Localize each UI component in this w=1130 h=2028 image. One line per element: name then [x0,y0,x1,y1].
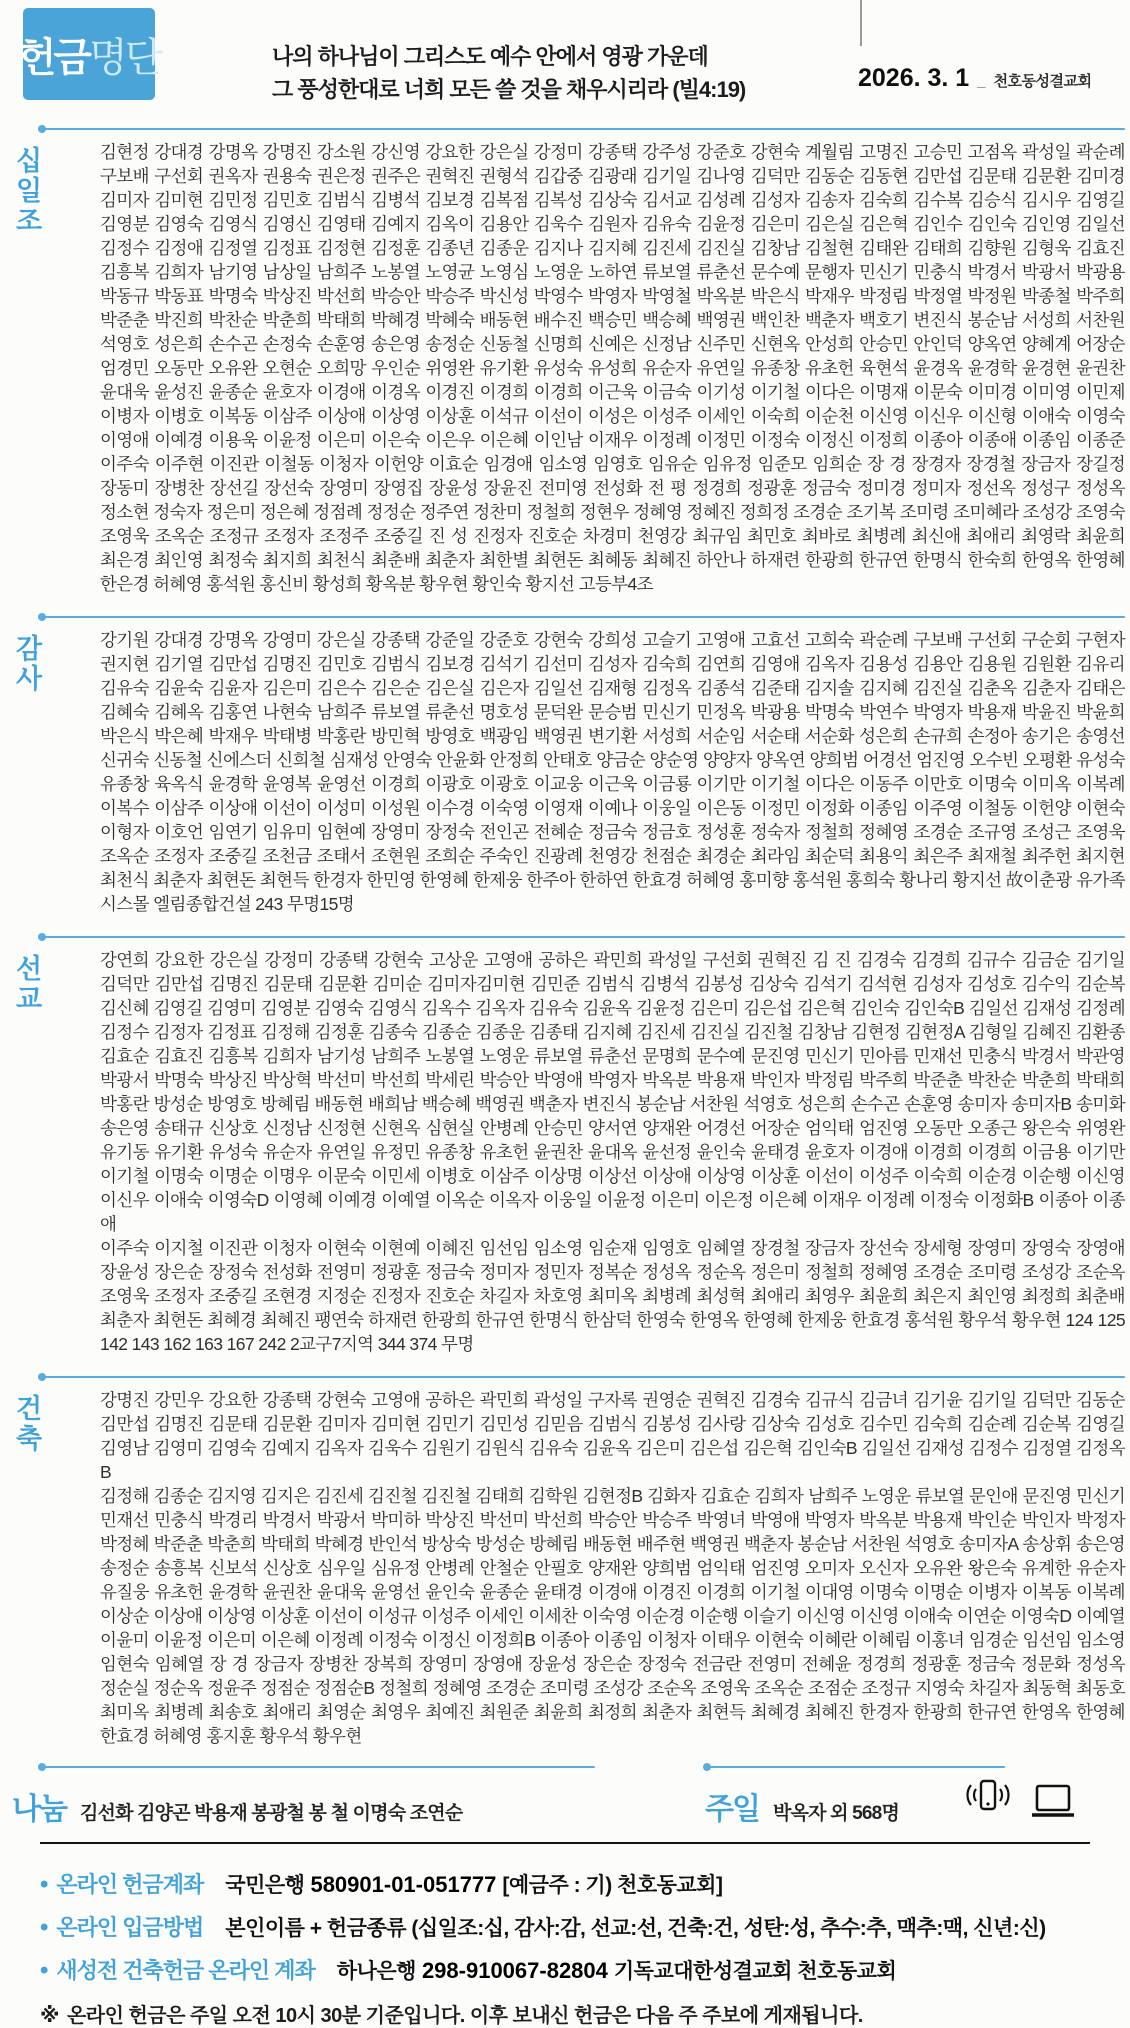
name-line: 최천식 최춘자 최현돈 최현득 한경자 한민영 한영혜 한제웅 한주아 한하연 한효경 허혜영 홍미향 홍석원 홍희숙 황나리 황지선 故이춘광 유가족 [100,870,1125,890]
notice-text: 온라인 헌금은 주일 오전 10시 30분 기준입니다. 이후 보내신 헌금은 다음 주 주보에 게재됩니다. [66,2005,863,2027]
section-rule [40,936,1125,938]
name-line: 김현정 강대경 강명옥 강명진 강소원 강신영 강요한 강은실 강정미 강종택 강주성 강준호 강현숙 계월림 고명진 고승민 고점옥 곽성일 곽순례 [100,142,1125,162]
section-label-tithe: 십 일 조 [16,146,42,236]
phone-icon [966,1774,1010,1827]
name-line: 이병자 이병호 이복동 이삼주 이상애 이상영 이상훈 이석규 이선이 이성은 이성주 이세인 이숙희 이순천 이신영 이신우 이신형 이애숙 이영숙 [100,406,1125,426]
name-line: 송정순 송흥복 신보석 신상호 심우일 심유정 안병례 안철순 안필호 양재완 양희범 엄익태 엄진영 오미자 오신자 오유완 왕은숙 유계한 유순자 [100,1558,1125,1578]
name-line: 유질웅 유초헌 윤경학 윤권찬 윤대욱 윤영선 윤인숙 윤종순 윤태경 이경애 이경진 이경희 이기철 이대영 이명숙 이명순 이병자 이복동 이복례 [100,1582,1125,1602]
date-separator: _ [977,73,986,90]
name-line: 한은경 허혜영 홍석원 홍신비 황성희 황옥분 황우현 황인숙 황지선 고등부4조 [100,574,653,594]
section-building [0,1364,1130,1748]
name-line: 시스몰 엘림종합건설 243 무명15명 [100,894,355,914]
verse-line-1: 나의 하나님이 그리스도 예수 안에서 영광 가운데 [272,44,708,69]
name-line: 박준춘 박진희 박찬순 박춘희 박태희 박혜경 박혜숙 배동현 배수진 백승민 백승혜 백영권 백인찬 백춘자 백호기 변진식 봉순남 서성희 서찬원 [100,310,1125,330]
account-holder: [예금주 : 기) 천호동교회] [502,1874,723,1897]
name-line: 이주숙 이주현 이진관 이철동 이청자 이헌양 이효순 임경애 임소영 임영호 임유순 임유정 임준모 임희순 장 경 장경자 장경철 장금자 장길정 [100,454,1125,474]
name-line: 조옥순 조정자 조중길 조천금 조태서 조현원 조희순 주숙인 진광례 천영강 천점순 최경순 최라임 최순덕 최용익 최은주 최재철 최주헌 최지현 [100,846,1125,866]
name-line: 김효순 김효진 김흥복 김희자 남기성 남희주 노봉열 노영운 류보열 류춘선 문명희 문수예 문진영 민신기 민아름 민재선 민충식 박경서 박관영 [100,1046,1125,1066]
verse-line-2: 그 풍성한대로 너희 모든 쓸 것을 채우시리라 (빌4:19) [272,77,746,102]
header-divider-line [860,0,862,46]
nanum-rule [40,1766,595,1768]
footer-row-account [40,1868,1090,1899]
device-icons [966,1774,1078,1827]
logo-text-secondary: 명단 [89,35,161,80]
bulletin-logo [17,8,161,100]
section-names [100,132,1125,596]
building-account-label: 새성전 건축헌금 온라인 계좌 [56,1958,315,1983]
name-line: 김영분 김영숙 김영식 김영신 김영태 김예지 김옥이 김용안 김욱수 김원자 김유숙 김윤정 김은미 김은실 김은혁 김인수 김인숙 김인영 김일선 [100,214,1125,234]
bank-name: 하나은행 [336,1960,416,1983]
juil-names: 박옥자 외 568명 [772,1803,899,1824]
name-line: 이형자 이호언 임연기 임유미 임현예 장영미 장정숙 전인곤 전혜순 정금숙 정금호 정성훈 정숙자 정철희 정혜영 조경순 조규영 조성근 조영욱 [100,822,1125,842]
name-line: 김혜숙 김혜옥 김홍연 나현숙 남희주 류보열 류춘선 명호성 문덕완 문승범 민신기 민정옥 박광용 박명숙 박연수 박영자 박용재 박윤진 박윤희 [100,702,1125,722]
name-line: 강명진 강민우 강요한 강종택 강현숙 고영애 공하은 곽민희 곽성일 구자록 권영순 권혁진 김경숙 김규식 김금녀 김기윤 김기일 김덕만 김동순 [100,1390,1125,1410]
bullet-icon: • [40,1871,49,1898]
name-line: 강연희 강요한 강은실 강정미 강종택 강현숙 고상운 고영애 공하은 곽민희 곽성일 구선회 권혁진 김 진 김경숙 김경희 김규수 김금순 김기일 [100,950,1125,970]
issue-date: 2026. 3. 1 [858,64,970,92]
bible-verse [272,40,745,106]
deposit-method-value: 본인이름 + 헌금종류 (십일조:십, 감사:감, 선교:선, 건축:건, 성탄:성, 추수:추, 맥추:맥, 신년:신) [225,1917,1046,1940]
section-names [100,940,1125,1356]
footer-row-building-account [40,1954,1090,1985]
online-offering-account-label: 온라인 헌금계좌 [56,1872,204,1897]
section-rule [40,616,1125,618]
name-line: 최미옥 최병례 최송호 최애리 최영순 최영우 최예진 최원준 최윤희 최정희 최춘자 최현득 최혜경 최혜진 한경자 한광희 한규연 한영옥 한영혜 [100,1702,1125,1722]
laptop-icon [1028,1782,1078,1827]
footer-notice [40,1999,1090,2028]
name-line: 송은영 송태규 신상호 신정남 신정현 신현옥 심현실 안병례 안승민 양서연 양재완 어경선 어장순 엄익태 엄진영 오동만 오종근 왕은숙 위영완 [100,1118,1125,1138]
name-line: 이기철 이명숙 이명순 이명우 이문숙 이민세 이병호 이삼주 이상명 이상선 이상애 이상영 이상훈 이선이 이성주 이숙희 이순경 이순행 이신영 [100,1166,1125,1186]
name-line: 이상순 이상애 이상영 이상훈 이선이 이성규 이성주 이세인 이세찬 이숙영 이순경 이순행 이슬기 이신영 이신영 이애숙 이연순 이영숙D 이예열 [100,1606,1125,1626]
name-line: 유기동 유기환 유성숙 유순자 유연일 유정민 유종창 유초헌 윤권찬 윤대옥 윤선정 윤인숙 윤태경 윤호자 이경애 이경희 이경희 이금용 이기만 [100,1142,1125,1162]
section-thanks [0,604,1130,916]
name-line: 임현숙 임혜열 장 경 장금자 장병찬 장복희 장영미 장영애 장윤성 장은순 장정숙 전금란 전영미 전혜윤 정경희 정광훈 정금숙 정문화 정성옥 [100,1654,1125,1674]
name-line: 김유숙 김윤숙 김윤자 김은미 김은수 김은순 김은실 김은자 김일선 김재형 김정옥 김종석 김준태 김지솔 김지혜 김진실 김춘옥 김춘자 김태은 [100,678,1125,698]
bullet-icon: • [40,1957,49,1984]
bank-name: 국민은행 [225,1874,305,1897]
name-line: 김덕만 김만섭 김명진 김문태 김문환 김미순 김미자김미현 김민준 김범식 김병석 김봉성 김상숙 김석기 김석현 김성자 김성호 김수익 김순복 [100,974,1125,994]
name-line: 신귀숙 신동철 신에스더 신희철 심재성 안영숙 안윤화 안정희 안태호 양금순 양순영 양양자 양옥연 양희범 어경선 엄진영 오수빈 오평환 유성숙 [100,750,1125,770]
name-line: 박광서 박명숙 박상진 박상혁 박선미 박선희 박세린 박승안 박영애 박영자 박옥분 박용재 박인자 박정림 박주희 박준춘 박찬순 박춘희 박태희 [100,1070,1125,1090]
name-line: 정소현 정숙자 정은미 정은혜 정점례 정정순 정주연 정찬미 정철희 정현우 정혜영 정혜진 정희정 조경순 조기복 조미령 조미혜라 조성강 조영숙 [100,502,1125,522]
logo-text-primary: 헌금 [17,35,89,80]
account-org: 기독교대한성결교회 천호동교회 [613,1960,897,1983]
date-block [858,64,1092,93]
name-line: 최은경 최인영 최정숙 최지희 최천식 최춘배 최춘자 최한별 최현돈 최혜동 최혜진 하안나 하재련 한광희 한규연 한명식 한숙희 한영옥 한영혜 [100,550,1125,570]
section-rule [40,128,1125,130]
name-line: 김신혜 김영길 김영미 김영분 김영숙 김영식 김옥수 김옥자 김유숙 김윤옥 김윤정 김은미 김은섭 김은혁 김인숙 김인숙B 김일선 김재성 김정례 [100,998,1125,1018]
name-line: 이신우 이애숙 이영숙D 이영혜 이예경 이예열 이옥순 이옥자 이웅일 이윤정 이은미 이은정 이은혜 이재우 이정례 이정숙 이정화B 이종아 이종애 [100,1190,1125,1234]
name-line: 이주숙 이지철 이진관 이청자 이현숙 이현예 이혜진 임선임 임소영 임순재 임영호 임혜열 장경철 장금자 장선숙 장세형 장영미 장영숙 장영애 [100,1238,1125,1258]
name-line: 김흥복 김희자 남기영 남상일 남희주 노봉열 노영균 노영심 노영운 노하연 류보열 류춘선 문수예 문행자 민신기 민충식 박경서 박광서 박광용 [100,262,1125,282]
name-line: 민재선 민충식 박경리 박경서 박광서 박미하 박상진 박선미 박선희 박승안 박승주 박영녀 박영애 박영자 박옥분 박용재 박인순 박인자 박정자 [100,1510,1125,1530]
account-number: 298-910067-82804 [421,1958,608,1983]
name-line: 김영남 김영미 김영숙 김예지 김옥자 김욱수 김원기 김원식 김유숙 김윤옥 김은미 김은섭 김은혁 김인숙B 김일선 김재성 김정수 김정열 김정옥B [100,1438,1125,1482]
header [0,0,1130,108]
name-line: 박정혜 박준춘 박춘희 박태희 박혜경 반인석 방상숙 방성순 방혜림 배동현 배주현 백영권 백춘자 봉순남 서찬원 석영호 송미자A 송상휘 송은영 [100,1534,1125,1554]
name-line: 조영욱 조정자 조중길 조현경 지정순 진정자 진호순 차길자 차호영 최미옥 최병례 최성혁 최애리 최영우 최윤희 최은지 최인영 최정희 최춘배 [100,1286,1125,1306]
name-line: 박동규 박동표 박명숙 박상진 박선희 박승안 박승주 박신성 박영수 박영자 박영철 박옥분 박은식 박재우 박정림 박정열 박정원 박종철 박주희 [100,286,1125,306]
notice-mark: ※ [40,2005,59,2027]
section-names [100,1380,1125,1748]
name-line: 강기원 강대경 강명옥 강영미 강은실 강종택 강준일 강준호 강현숙 강희성 고슬기 고영애 고효선 고희숙 곽순례 구보배 구선회 구순회 구현자 [100,630,1125,650]
name-line: 이윤미 이윤정 이은미 이은혜 이정례 이정숙 이정신 이정희B 이종아 이종임 이청자 이태우 이현숙 이혜란 이혜림 이홍녀 임경순 임선임 임소영 [100,1630,1125,1650]
name-line: 정순실 정순옥 정윤주 정점순 정점순B 정철희 정혜영 조경순 조미령 조성강 조순옥 조영욱 조옥순 조점순 조정규 지영숙 차길자 최동혁 최동호 [100,1678,1125,1698]
footer [0,1844,1130,2028]
section-rule [40,1376,1125,1378]
name-line: 석영호 성은희 손수곤 손정숙 손훈영 송은영 송정순 신동철 신명희 신예은 신정남 신주민 신현옥 안성희 안승민 안인덕 양옥연 양혜계 어장순 [100,334,1125,354]
footer-row-method [40,1911,1090,1942]
name-line: 권지현 김기열 김만섭 김명진 김민호 김범식 김보경 김석기 김선미 김성자 김숙희 김연희 김영애 김옥자 김용성 김용안 김용원 김원환 김유리 [100,654,1125,674]
nanum-names: 김선화 김양곤 박용재 봉광철 봉 철 이명숙 조연순 [79,1803,463,1824]
deposit-method-label: 온라인 입금방법 [56,1915,204,1940]
name-line: 142 143 162 163 167 242 2교구7지역 344 374 무명 [100,1334,474,1354]
name-line: 엄경민 오동만 오유완 오현순 오희망 우인순 위영완 유기환 유성숙 유성희 유순자 유연일 유종창 유초헌 육현석 윤경옥 윤경학 윤경현 윤권찬 [100,358,1125,378]
name-line: 박은식 박은혜 박재우 박태병 박홍란 방민혁 방영호 백광임 백영권 변기환 서성희 서순임 서순태 서순화 성은희 손규희 손정아 송기은 송영선 [100,726,1125,746]
name-line: 김정해 김종순 김지영 김지은 김진세 김진철 김진철 김태희 김학원 김현정B 김화자 김효순 김희자 남희주 노영운 류보열 문인애 문진영 민신기 [100,1486,1125,1506]
sections [0,116,1130,1748]
church-name: 천호동성결교회 [993,73,1092,90]
section-names [100,620,1125,916]
bottom-row [0,1758,1130,1842]
juil-label: 주일 [705,1793,759,1826]
name-line: 이영애 이예경 이용욱 이윤정 이은미 이은숙 이은우 이은혜 이인남 이재우 이정례 이정민 이정숙 이정신 이정희 이종아 이종애 이종임 이종준 [100,430,1125,450]
name-line: 김정수 김정애 김정열 김정표 김정현 김정훈 김종년 김종운 김지나 김지혜 김진세 김진실 김창남 김철현 김태완 김태희 김향원 김형욱 김효진 [100,238,1125,258]
name-line: 김만섭 김명진 김문태 김문환 김미자 김미현 김민기 김민성 김믿음 김범식 김봉성 김사랑 김상숙 김성호 김수민 김숙희 김순례 김순복 김영길 [100,1414,1125,1434]
name-line: 구보배 구선회 권옥자 권용숙 권은정 권주은 권혁진 권형석 김갑중 김광래 김기일 김나영 김덕만 김동순 김동현 김만섭 김문태 김문환 김미경 [100,166,1125,186]
section-tithe [0,116,1130,596]
name-line: 박홍란 방성순 방영호 방혜림 배동현 배희남 백승혜 백영권 백춘자 변진식 봉순남 서찬원 석영호 성은희 손수곤 손훈영 송미자 송미자B 송미화 [100,1094,1125,1114]
section-label-mission: 선 교 [16,954,42,1014]
name-line: 한효경 허혜영 홍지훈 황우석 황우현 [100,1726,362,1746]
section-label-thanks: 감 사 [16,634,42,694]
name-line: 장윤성 장은순 장정숙 전성화 전영미 정광훈 정금숙 정미자 정민자 정복순 정성옥 정순옥 정은미 정철희 정혜영 조경순 조미령 조성강 조순옥 [100,1262,1125,1282]
bullet-icon: • [40,1914,49,1941]
nanum-label: 나눔 [12,1793,66,1826]
name-line: 이복수 이삼주 이상애 이선이 이성미 이성원 이수경 이숙영 이영재 이예나 이웅일 이은동 이정민 이정화 이종임 이주영 이철동 이헌양 이현숙 [100,798,1125,818]
name-line: 김미자 김미현 김민정 김민호 김범식 김병석 김보경 김복점 김복성 김상숙 김서교 김성례 김성자 김송자 김숙희 김수복 김승식 김시우 김영길 [100,190,1125,210]
section-juil [705,1784,899,1828]
section-mission [0,924,1130,1356]
section-label-building: 건 축 [16,1394,42,1454]
name-line: 최춘자 최현돈 최혜경 최혜진 팽연숙 하재련 한광희 한규연 한명식 한삼덕 한영숙 한영옥 한영혜 한제웅 한효경 홍석원 황우석 황우현 124 125 [100,1310,1125,1330]
name-line: 김정수 김정자 김정표 김정해 김정훈 김종숙 김종순 김종운 김종태 김지혜 김진세 김진실 김진철 김창남 김현정 김현정A 김형일 김혜진 김환종 [100,1022,1125,1042]
name-line: 유종창 육옥식 윤경학 윤영복 윤영선 이경희 이광호 이광호 이교웅 이근욱 이금룡 이기만 이기철 이다은 이동주 이만호 이명숙 이미옥 이복례 [100,774,1125,794]
name-line: 조영욱 조옥순 조정규 조정자 조정주 조중길 진 성 진정자 진호순 차경미 천영강 최규임 최민호 최바로 최병례 최신애 최애리 최영락 최윤희 [100,526,1125,546]
account-number: 580901-01-051777 [310,1872,497,1897]
name-line: 장동미 장병찬 장선길 장선숙 장영미 장영집 장윤성 장윤진 전미영 전성화 전 평 정경희 정광훈 정금숙 정미경 정미자 정선옥 정성구 정성옥 [100,478,1125,498]
name-line: 윤대욱 윤성진 윤종순 윤호자 이경애 이경옥 이경진 이경희 이경희 이근욱 이금숙 이기성 이기철 이다은 이명재 이문숙 이미경 이미영 이민제 [100,382,1125,402]
juil-rule [705,1766,1005,1768]
section-nanum [12,1784,462,1828]
